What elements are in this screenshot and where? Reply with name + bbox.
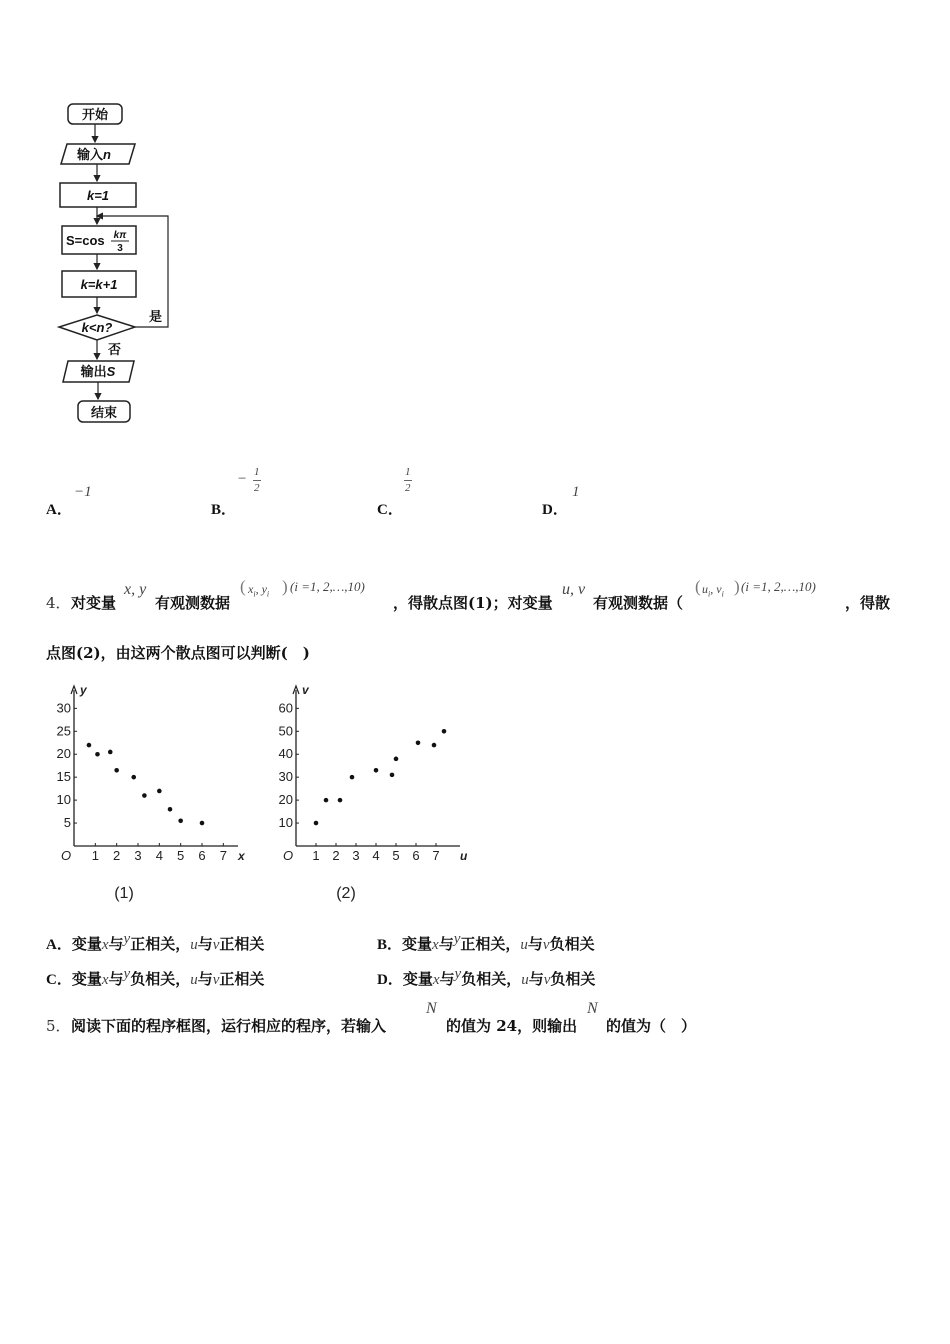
data-point bbox=[142, 793, 147, 798]
y-tick-label: 40 bbox=[278, 746, 293, 762]
data-point bbox=[168, 807, 173, 812]
q4-data-u: $u_i$, $v_i$ bbox=[702, 582, 724, 599]
flow-output-var: S bbox=[106, 364, 116, 379]
q3-option-d-value: 1 bbox=[572, 484, 580, 500]
y-tick-label: 5 bbox=[63, 815, 71, 831]
q4-text-5: ，得散 bbox=[845, 594, 891, 612]
y-tick-label: 20 bbox=[278, 792, 293, 808]
chart-caption: (1) bbox=[114, 885, 134, 902]
q4-option-a[interactable]: A．变量x与y正相关，u与v正相关 bbox=[46, 931, 265, 953]
q3-option-b-sign: − bbox=[237, 471, 248, 487]
q4-number: 4． bbox=[46, 594, 71, 612]
q4-text-3: ，得散点图(1)；对变量 bbox=[393, 594, 553, 612]
data-point bbox=[114, 768, 119, 773]
q5-number: 5． bbox=[46, 1017, 71, 1035]
y-tick-label: 50 bbox=[278, 723, 293, 739]
q4-text-line2: 点图(2)，由这两个散点图可以判断( ) bbox=[46, 644, 310, 662]
q4-option-a-label: A． bbox=[46, 937, 72, 953]
flow-decision-text: k<n? bbox=[81, 320, 113, 335]
q4-range-2: (i =1, 2,…,10) bbox=[741, 579, 816, 594]
x-tick-label: 6 bbox=[412, 848, 420, 863]
x-tick-label: 6 bbox=[198, 848, 206, 863]
q5-text-2: 的值为 24，则输出 bbox=[446, 1017, 578, 1035]
data-point bbox=[374, 768, 379, 773]
q5-text-3: 的值为（ ） bbox=[606, 1017, 697, 1035]
y-axis-label: v bbox=[302, 683, 309, 697]
chart-caption: (2) bbox=[336, 885, 356, 902]
flowchart bbox=[40, 95, 200, 440]
x-tick-label: 1 bbox=[91, 848, 99, 863]
q4-option-d[interactable]: D．变量x与y负相关，u与v负相关 bbox=[377, 966, 596, 988]
x-axis-label: u bbox=[460, 849, 468, 863]
data-point bbox=[131, 775, 136, 780]
svg-text:输入n bbox=[76, 147, 111, 162]
data-point bbox=[87, 743, 92, 748]
data-point bbox=[432, 743, 437, 748]
data-point bbox=[442, 729, 447, 734]
q4-var-uv: u, v bbox=[562, 581, 586, 598]
q3-option-b-den: 2 bbox=[254, 482, 260, 494]
q3-option-a-label: A． bbox=[46, 502, 72, 518]
q3-option-c-label: C． bbox=[377, 502, 403, 518]
scatter-chart-1 bbox=[40, 670, 250, 910]
q4-var-xy: x, y bbox=[124, 581, 147, 598]
y-tick-label: 30 bbox=[56, 700, 71, 716]
x-tick-label: 5 bbox=[392, 848, 400, 863]
x-tick-label: 2 bbox=[332, 848, 340, 863]
x-tick-label: 3 bbox=[352, 848, 360, 863]
flow-output-text: 输出 bbox=[80, 364, 107, 379]
q3-option-d-label: D． bbox=[542, 502, 568, 518]
q4-option-c-label: C． bbox=[46, 972, 72, 988]
data-point bbox=[314, 821, 319, 826]
origin-label: O bbox=[61, 848, 72, 863]
x-tick-label: 7 bbox=[432, 848, 440, 863]
flow-increment-text: k=k+1 bbox=[80, 277, 118, 292]
q4-data-x: $x_i$, $y_i$ bbox=[248, 582, 270, 599]
q5-var-n-2: N bbox=[587, 1000, 598, 1017]
data-point bbox=[416, 740, 421, 745]
y-axis-label: y bbox=[80, 683, 87, 697]
flow-assign-text: S=cos bbox=[66, 233, 105, 248]
flow-frac-num: kπ bbox=[113, 230, 127, 241]
q4-option-c[interactable]: C．变量x与y负相关，u与v正相关 bbox=[46, 966, 265, 988]
x-tick-label: 5 bbox=[177, 848, 185, 863]
flow-start-text: 开始 bbox=[81, 107, 109, 122]
data-point bbox=[157, 789, 162, 794]
flow-no-label: 否 bbox=[108, 342, 122, 357]
q4-option-b-label: B． bbox=[377, 937, 403, 953]
q5-var-n-1: N bbox=[426, 1000, 437, 1017]
y-tick-label: 20 bbox=[56, 746, 71, 762]
q3-option-c-num: 1 bbox=[405, 466, 411, 478]
x-axis-label: x bbox=[238, 849, 245, 863]
q4-option-b[interactable]: B．变量x与y正相关，u与v负相关 bbox=[377, 931, 595, 953]
q4-range-1: (i =1, 2,…,10) bbox=[290, 579, 365, 594]
q4-option-d-label: D． bbox=[377, 972, 403, 988]
data-point bbox=[394, 757, 399, 762]
scatter-chart-2 bbox=[262, 670, 472, 910]
flow-input-text: 输入 bbox=[77, 147, 104, 162]
q3-option-b-label: B． bbox=[211, 502, 237, 518]
y-tick-label: 10 bbox=[56, 792, 71, 808]
data-point bbox=[350, 775, 355, 780]
flow-init-text: k=1 bbox=[86, 188, 110, 203]
q4-text-1: 对变量 bbox=[71, 594, 117, 612]
origin-label: O bbox=[283, 848, 294, 863]
flow-input-var: n bbox=[103, 147, 111, 162]
data-point bbox=[95, 752, 100, 757]
data-point bbox=[108, 750, 113, 755]
x-tick-label: 7 bbox=[219, 848, 227, 863]
q4-text-4: 有观测数据（ bbox=[593, 594, 684, 612]
y-tick-label: 25 bbox=[56, 723, 71, 739]
flow-end-text: 结束 bbox=[90, 405, 118, 420]
svg-text:输出S bbox=[80, 364, 116, 379]
data-point bbox=[200, 821, 205, 826]
data-point bbox=[390, 773, 395, 778]
y-tick-label: 10 bbox=[278, 815, 293, 831]
y-tick-label: 15 bbox=[56, 769, 71, 785]
data-point bbox=[178, 818, 183, 823]
x-tick-label: 1 bbox=[312, 848, 320, 863]
flow-frac-den: 3 bbox=[117, 243, 123, 254]
flow-yes-label: 是 bbox=[149, 309, 163, 324]
x-tick-label: 3 bbox=[134, 848, 142, 863]
x-tick-label: 4 bbox=[155, 848, 163, 863]
y-tick-label: 60 bbox=[278, 700, 293, 716]
q4-text-2: 有观测数据 bbox=[155, 594, 231, 612]
data-point bbox=[324, 798, 329, 803]
q5-text-1: 阅读下面的程序框图，运行相应的程序，若输入 bbox=[71, 1017, 387, 1035]
q3-option-c-den: 2 bbox=[405, 482, 411, 494]
q3-option-b-num: 1 bbox=[254, 466, 260, 478]
x-tick-label: 2 bbox=[113, 848, 121, 863]
data-point bbox=[338, 798, 343, 803]
x-tick-label: 4 bbox=[372, 848, 380, 863]
q3-option-a-value: −1 bbox=[74, 484, 92, 500]
y-tick-label: 30 bbox=[278, 769, 293, 785]
